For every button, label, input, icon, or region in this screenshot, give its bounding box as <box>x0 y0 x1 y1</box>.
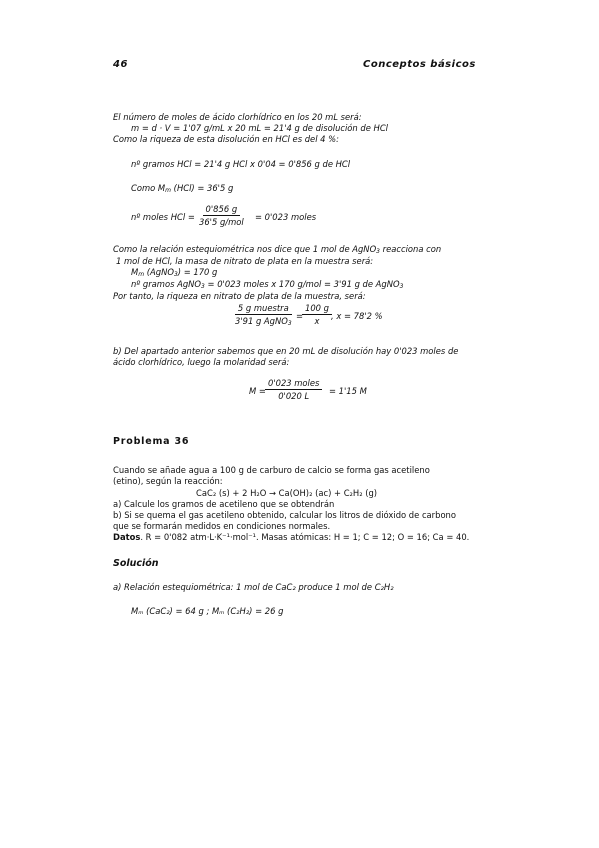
running-title: Conceptos básicos <box>363 59 476 70</box>
formula-line: nº gramos AgNO$_3$ = 0'023 moles x 170 g/mol = 3'91 g de AgNO$_3$ <box>131 279 404 290</box>
question-a: a) Calcule los gramos de acetileno que se obtendrán <box>113 499 335 509</box>
moles-fraction <box>196 204 247 227</box>
molarity-fraction <box>265 378 322 401</box>
solution-line: a) Relación estequiométrica: 1 mol de CaC₂ produce 1 mol de C₂H₂ <box>113 582 394 592</box>
moles-rhs: = 0'023 moles <box>255 212 317 222</box>
solution-line: Mₘ (CaC₂) = 64 g ; Mₘ (C₂H₂) = 26 g <box>131 606 284 616</box>
moles-lhs: nº moles HCl = <box>131 212 195 222</box>
question-b: b) Si se quema el gas acetileno obtenido, calcular los litros de dióxido de carbono <box>113 510 456 520</box>
text-line: Como la riqueza de esta disolución en HCl es del 4 %: <box>113 134 339 144</box>
text-line: ácido clorhídrico, luego la molaridad será: <box>113 357 290 367</box>
fraction-denominator: 36'5 g/mol <box>199 217 244 227</box>
equals-sign: = <box>296 311 304 321</box>
fraction-numerator: 5 g muestra <box>235 303 292 315</box>
text-line: Como la relación estequiométrica nos dice que 1 mol de AgNO$_3$ reacciona con <box>113 244 442 255</box>
solution-title: Solución <box>113 558 159 569</box>
text-line: b) Del apartado anterior sabemos que en 20 mL de disolución hay 0'023 moles de <box>113 346 459 356</box>
question-b: que se formarán medidos en condiciones normales. <box>113 521 331 531</box>
formula-line: Como $M_m$ (HCl) = 36'5 g <box>131 183 234 194</box>
riqueza-fraction-2 <box>302 303 332 326</box>
molarity-lhs: M = <box>249 386 266 396</box>
reaction-equation: CaC₂ (s) + 2 H₂O → Ca(OH)₂ (ac) + C₂H₂ (g) <box>196 488 378 498</box>
data-line: Datos. R = 0'082 atm·L·K⁻¹·mol⁻¹. Masas atómicas: H = 1; C = 12; O = 16; Ca = 40. <box>113 532 470 542</box>
molarity-rhs: = 1'15 M <box>329 386 367 396</box>
problem-text: (etino), según la reacción: <box>113 476 223 486</box>
problem-text: Cuando se añade agua a 100 g de carburo de calcio se forma gas acetileno <box>113 465 430 475</box>
riqueza-fraction-1 <box>232 303 295 327</box>
formula-line: $M_m$ (AgNO$_3$) = 170 g <box>131 267 218 278</box>
fraction-denominator: x <box>314 316 320 326</box>
fraction-denominator: 0'020 L <box>278 391 310 401</box>
fraction-numerator: 0'856 g <box>203 204 241 216</box>
formula-line: nº gramos HCl = 21'4 g HCl x 0'04 = 0'856 g de HCl <box>131 159 351 169</box>
text-line: 1 mol de HCl, la masa de nitrato de plata en la muestra será: <box>116 256 374 266</box>
problem-title: Problema 36 <box>113 436 190 447</box>
formula-line: m = d · V = 1'07 g/mL x 20 mL = 21'4 g de disolución de HCl <box>131 123 389 133</box>
fraction-denominator: 3'91 g AgNO$_3$ <box>235 316 292 327</box>
fraction-numerator: 100 g <box>302 303 332 315</box>
text-line: Por tanto, la riqueza en nitrato de plata de la muestra, será: <box>113 291 366 301</box>
page-number: 46 <box>113 59 128 70</box>
riqueza-result: , x = 78'2 % <box>331 311 383 321</box>
text-line: El número de moles de ácido clorhídrico en los 20 mL será: <box>113 112 362 122</box>
fraction-numerator: 0'023 moles <box>265 378 322 390</box>
